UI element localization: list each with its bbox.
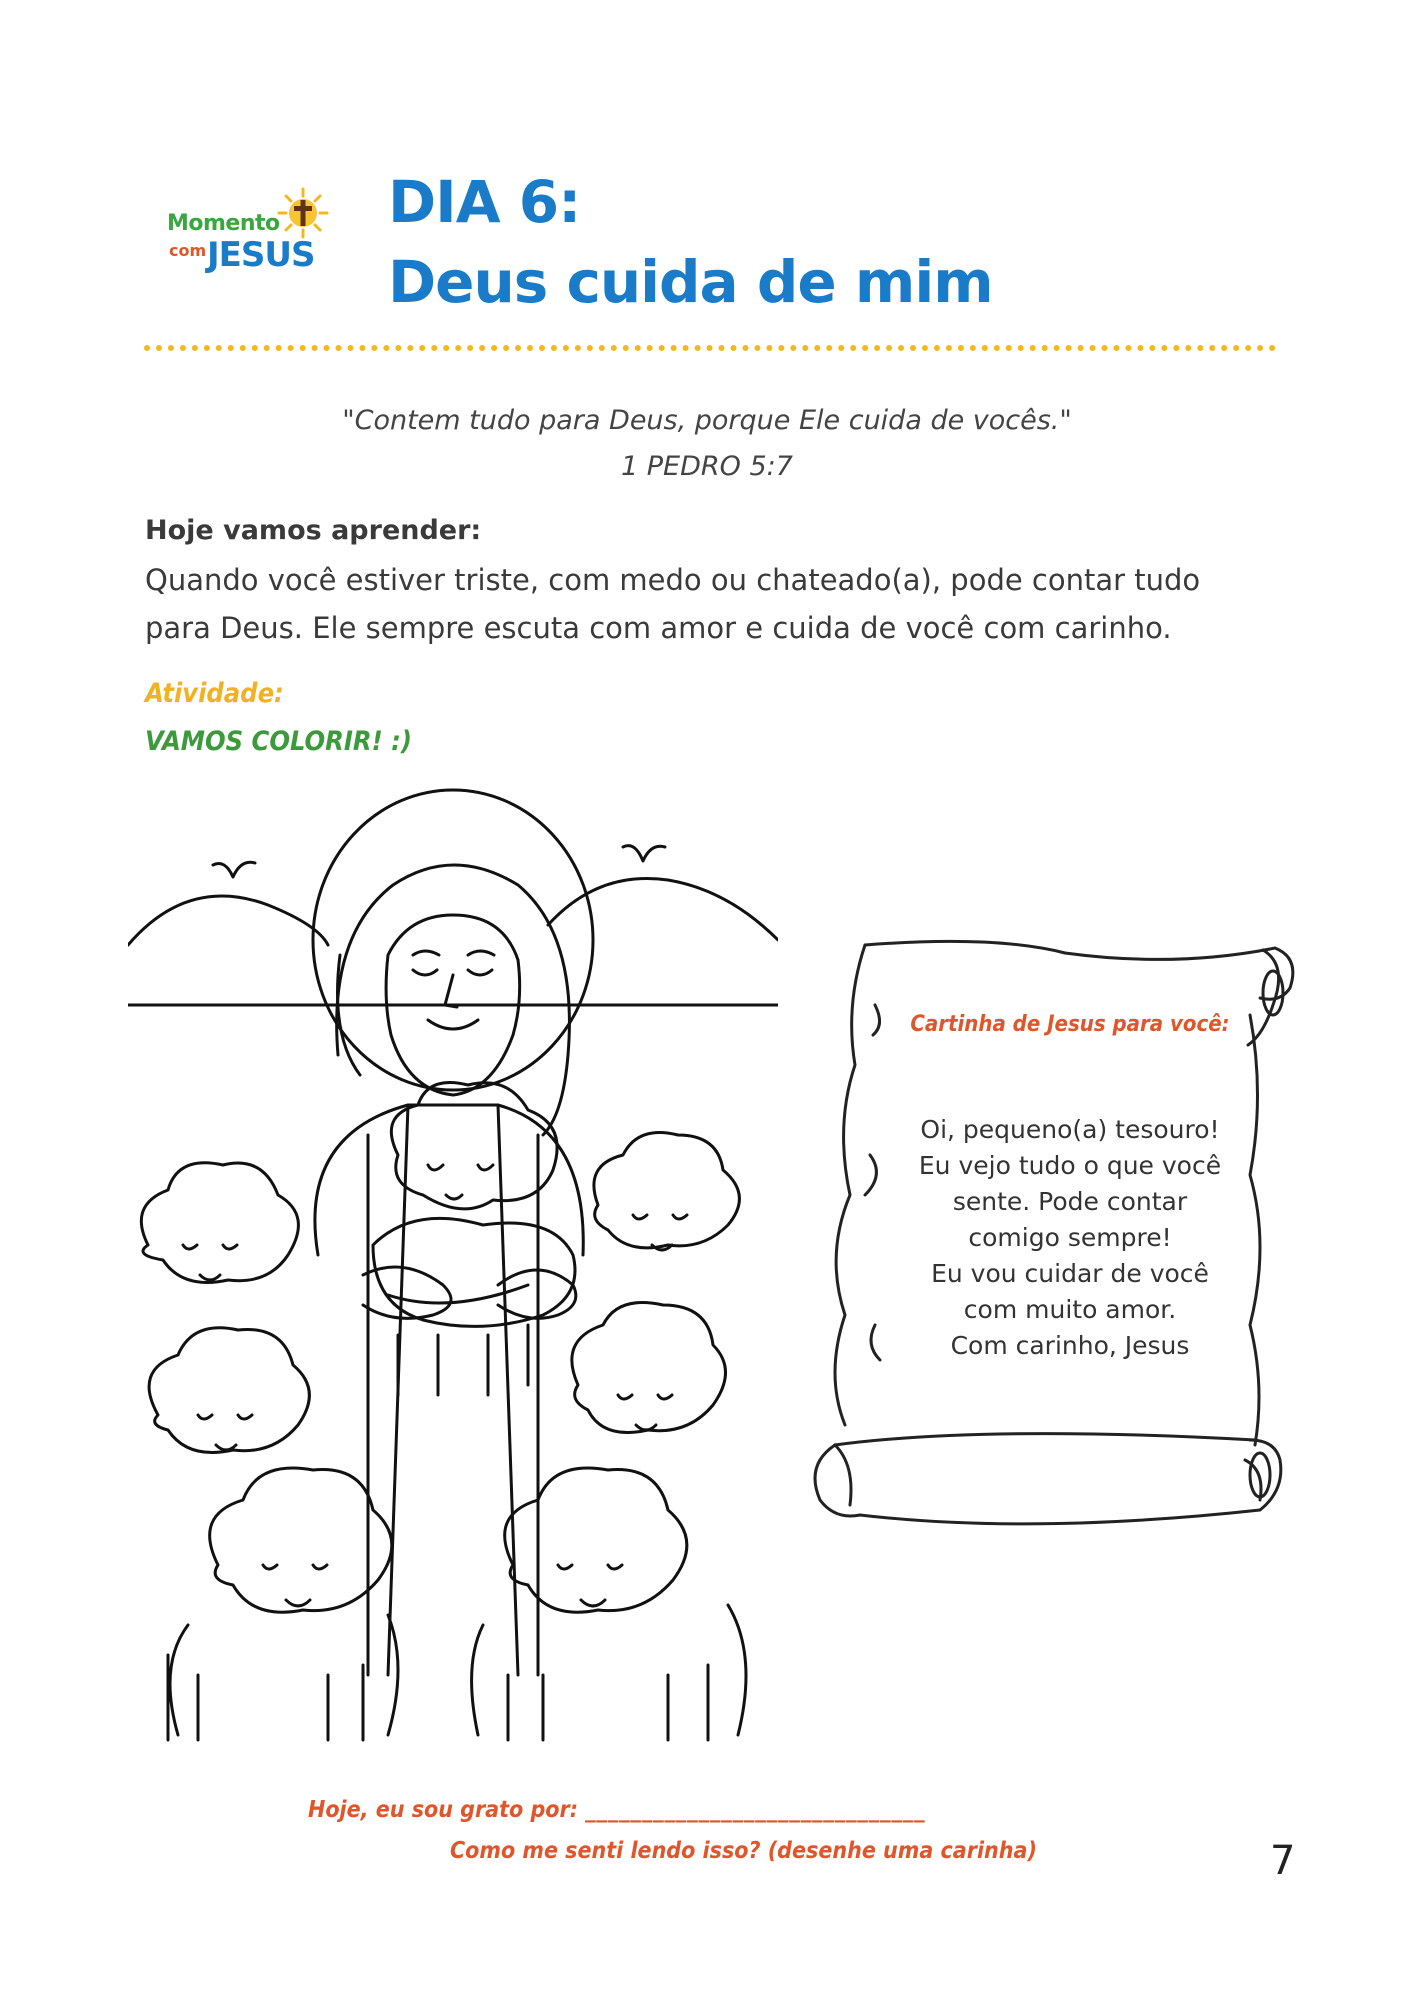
grateful-blank-line[interactable]: ______________________________: [585, 1797, 926, 1823]
feeling-prompt: Como me senti lendo isso? (desenhe uma carinha): [450, 1838, 1037, 1864]
logo: [165, 185, 335, 285]
letter-line: sente. Pode contar: [952, 1187, 1188, 1216]
learn-heading: Hoje vamos aprender:: [145, 515, 482, 546]
letter-line: com muito amor.: [963, 1295, 1177, 1324]
letter-line: Eu vou cuidar de você: [931, 1259, 1209, 1288]
title-theme: Deus cuida de mim: [388, 248, 993, 316]
letter-line: Oi, pequeno(a) tesouro!: [920, 1115, 1220, 1144]
grateful-label: Hoje, eu sou grato por:: [308, 1797, 578, 1823]
title-day: DIA 6:: [388, 168, 581, 236]
sun-cross-icon: [277, 187, 329, 239]
page-number: 7: [1270, 1838, 1296, 1884]
activity-instruction: VAMOS COLORIR! :): [145, 726, 412, 757]
verse-reference: 1 PEDRO 5:7: [621, 451, 793, 482]
logo-jesus: JESUS: [207, 235, 315, 275]
letter-line: comigo sempre!: [968, 1223, 1172, 1252]
coloring-illustration: [128, 775, 778, 1745]
logo-com: com: [169, 241, 207, 260]
dotted-divider: [144, 345, 1276, 351]
learn-body: Quando você estiver triste, com medo ou chateado(a), pode contar tudo para Deus. Ele sempre escuta com amor e cuida de você com carinho.: [145, 563, 1201, 645]
letter-line: Com carinho, Jesus: [950, 1331, 1190, 1360]
letter-title: Cartinha de Jesus para você:: [910, 1012, 1230, 1037]
activity-label: Atividade:: [145, 678, 284, 709]
letter-line: Eu vejo tudo o que você: [918, 1151, 1222, 1180]
logo-momento: Momento: [167, 211, 280, 236]
grateful-prompt: [308, 1797, 926, 1823]
verse-text: "Contem tudo para Deus, porque Ele cuida de vocês.": [342, 405, 1072, 436]
letter-message: [880, 1112, 1260, 1364]
